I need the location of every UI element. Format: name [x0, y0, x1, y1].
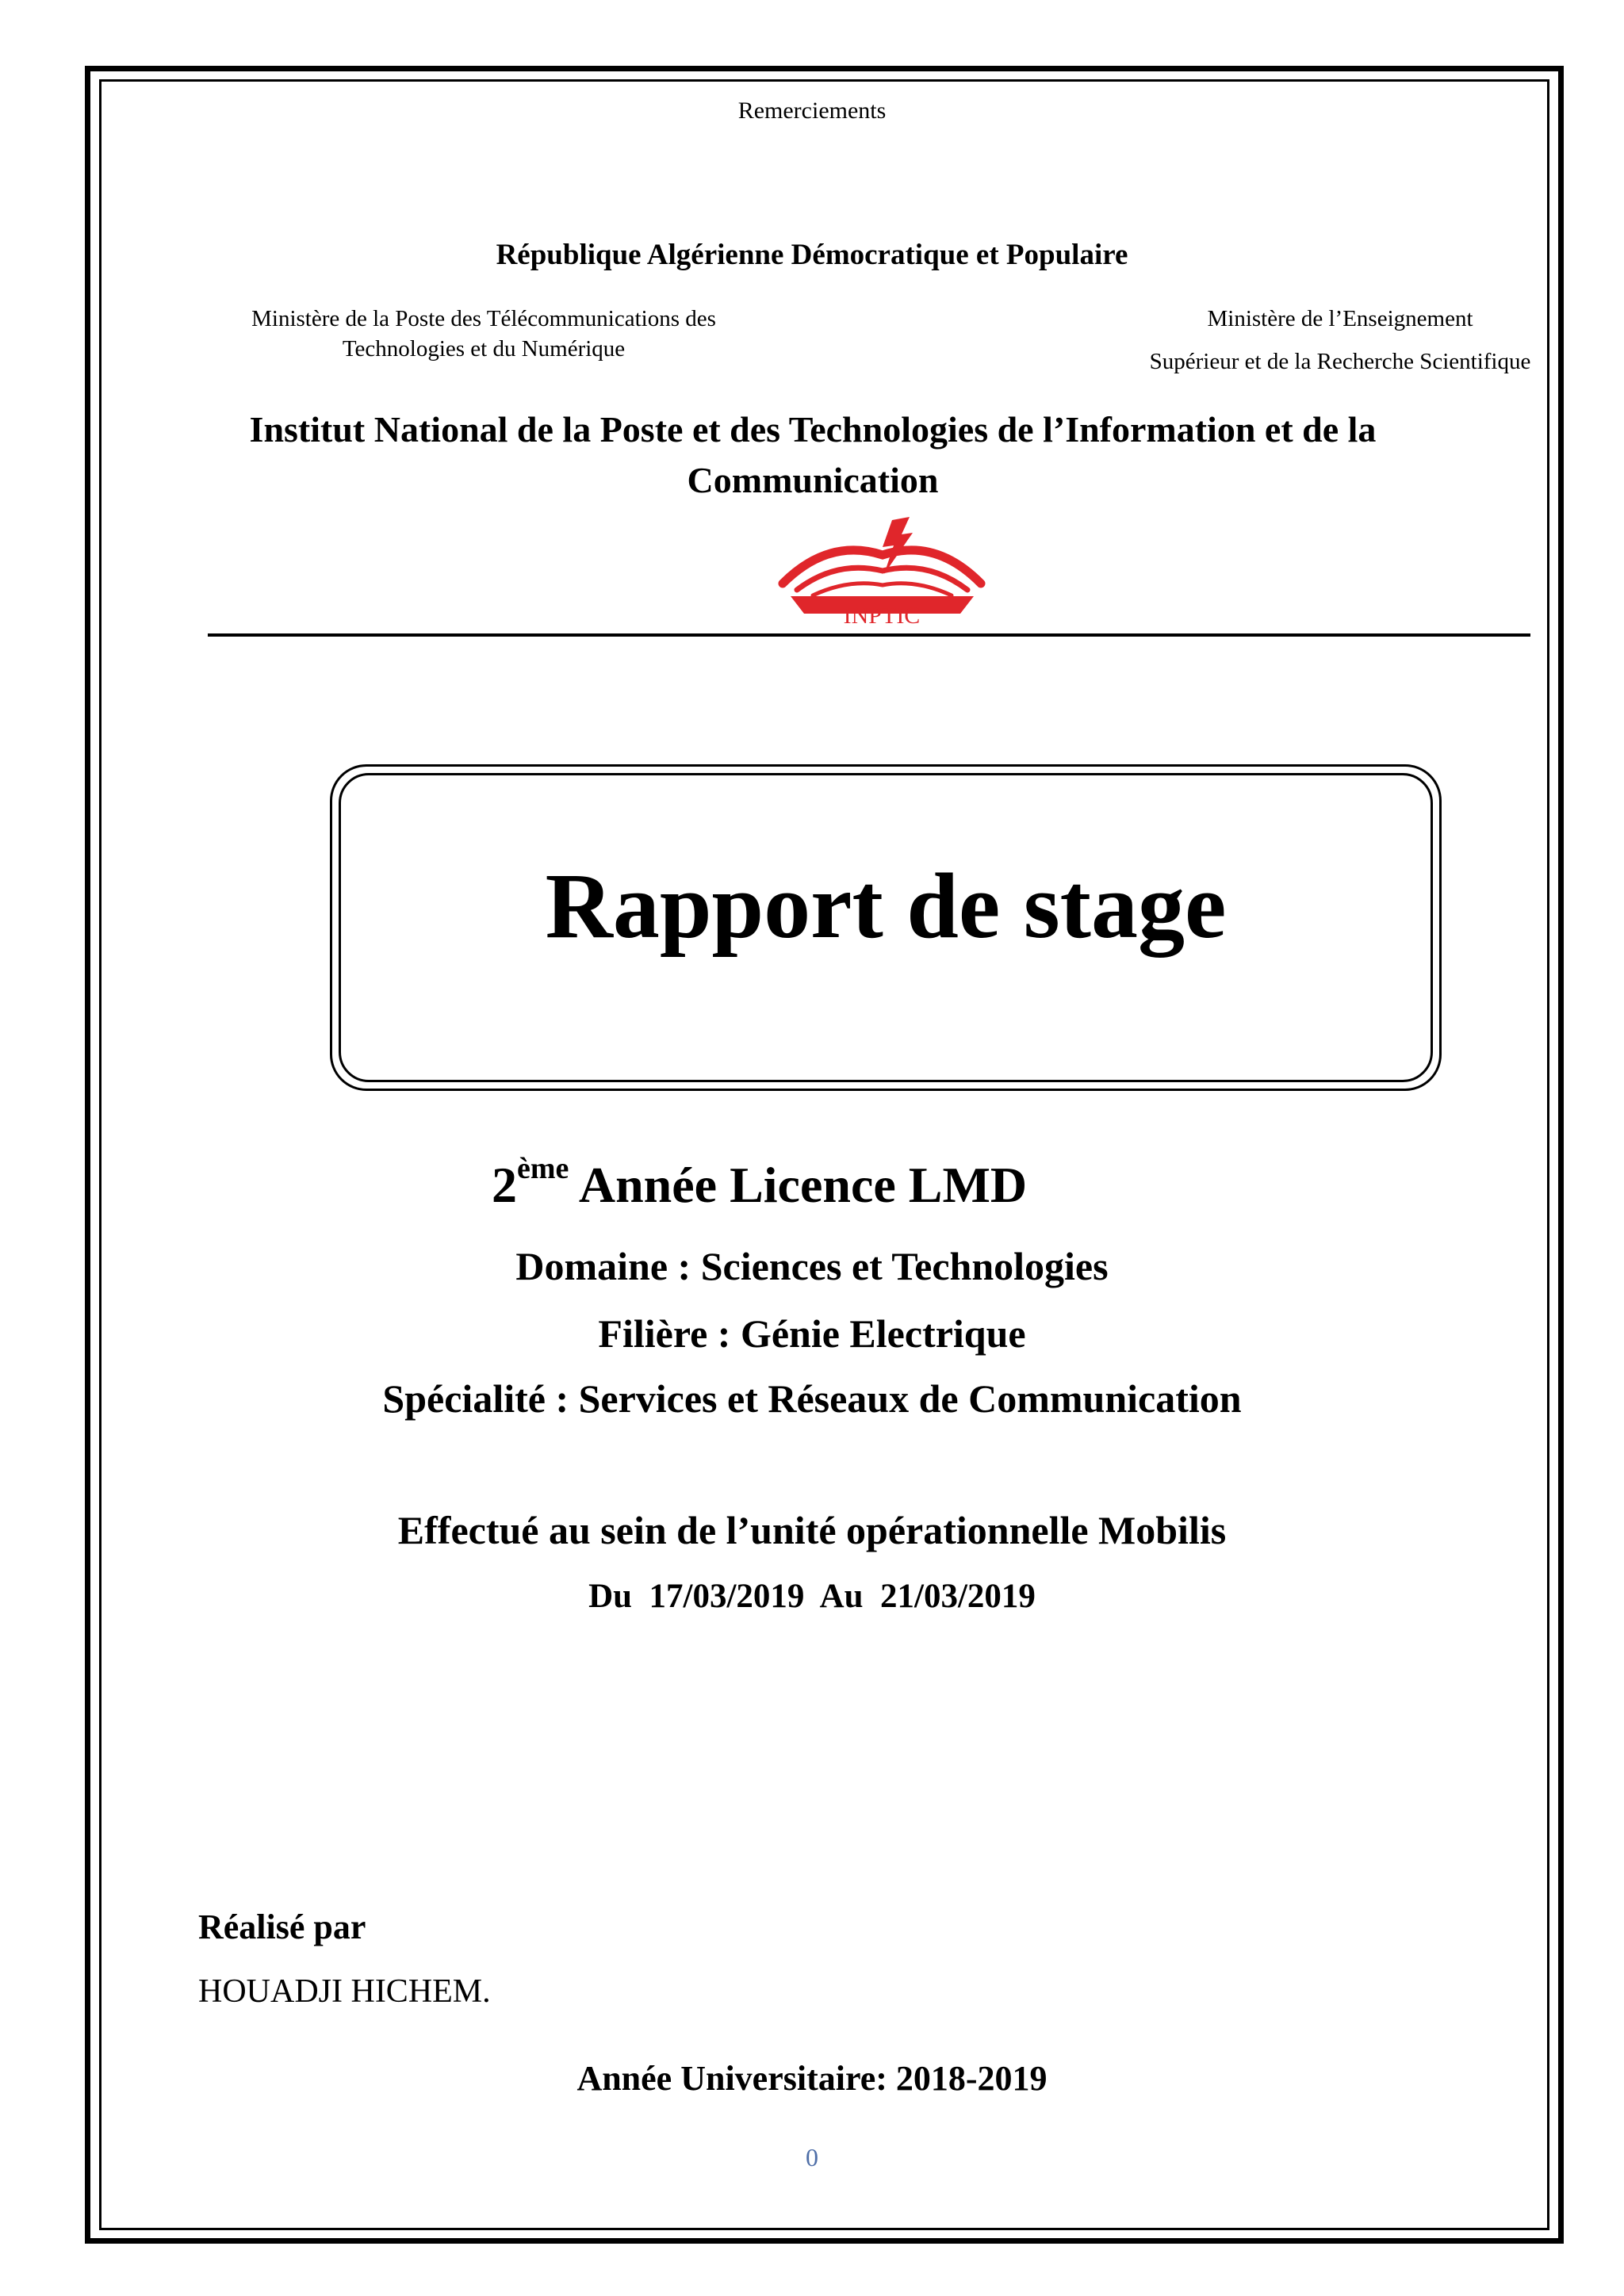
header-label: Remerciements — [737, 98, 887, 124]
ministry-right-line1: Ministère de l’Enseignement — [1207, 306, 1473, 331]
republic-heading: République Algérienne Démocratique et Populaire — [496, 239, 1128, 271]
inptic-logo — [773, 514, 991, 626]
report-title: Rapport de stage — [545, 854, 1227, 958]
level-text: Année Licence LMD — [569, 1157, 1028, 1213]
internship-location: Effectué au sein de l’unité opérationnelle Mobilis — [397, 1508, 1227, 1552]
level-superscript: ème — [517, 1151, 569, 1185]
header-divider — [208, 633, 1530, 637]
internship-dates: Du 17/03/2019 Au 21/03/2019 — [588, 1578, 1036, 1615]
logo-text: INPTIC — [843, 603, 921, 626]
level-number: 2 — [492, 1157, 517, 1213]
domain-line: Domaine : Sciences et Technologies — [515, 1244, 1109, 1288]
ministry-left: Ministère de la Poste des Télécommunications des Technologies et du Numérique — [251, 306, 716, 362]
ministry-right-line2: Supérieur et de la Recherche Scientifique — [1149, 349, 1531, 374]
author-name: HOUADJI HICHEM. — [198, 1973, 491, 2010]
realise-label: Réalisé par — [198, 1908, 366, 1946]
filiere-line: Filière : Génie Electrique — [598, 1311, 1026, 1356]
academic-year: Année Universitaire: 2018-2019 — [576, 2059, 1048, 2098]
institute-name: Institut National de la Poste et des Technologies de l’Information et de la Communication — [249, 409, 1377, 500]
specialite-line: Spécialité : Services et Réseaux de Communication — [382, 1376, 1242, 1421]
page-number: 0 — [806, 2143, 818, 2172]
level-line — [492, 1151, 1205, 1215]
